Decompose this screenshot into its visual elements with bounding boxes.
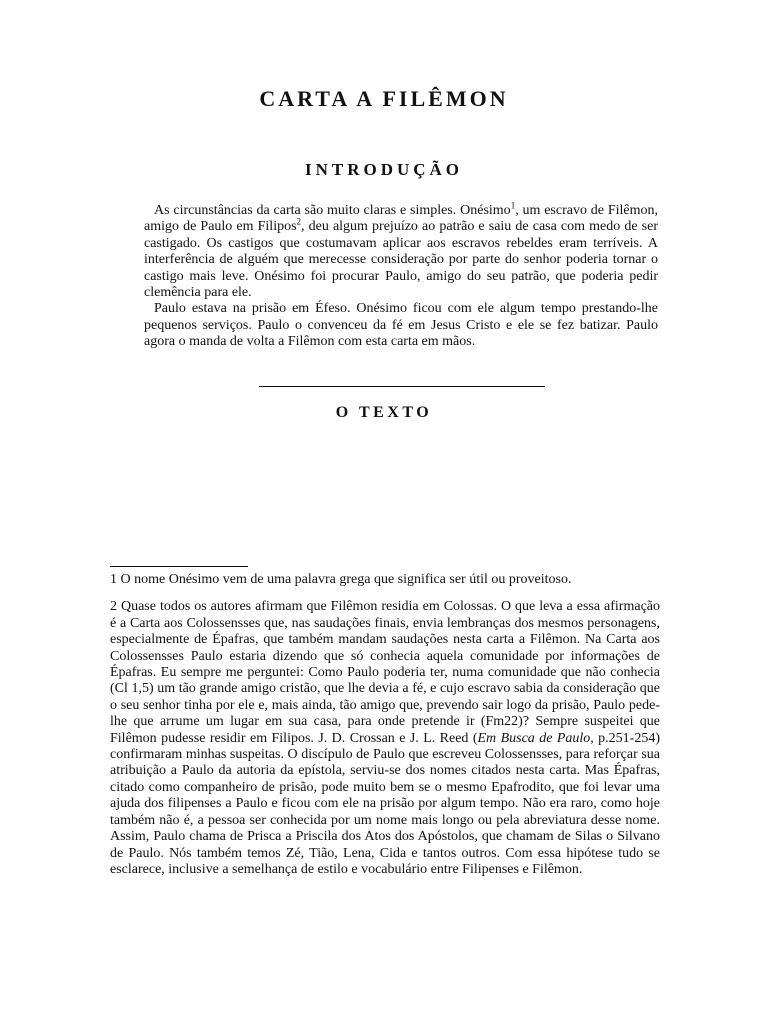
intro-paragraph: Paulo estava na prisão em Éfeso. Onésimo ficou com ele algum tempo prestando-lhe pequenos serviços. Paulo o convenceu da fé em Jesus Cristo e ele se fez batizar. Paulo agora o manda de volta a Filêmon com esta carta em mãos. xyxy=(144,301,658,350)
footnote-rule xyxy=(110,566,248,567)
intro-text: As circunstâncias da carta são muito claras e simples. Onésimo xyxy=(154,203,511,218)
footnote-1: 1 O nome Onésimo vem de uma palavra grega que significa ser útil ou proveitoso. xyxy=(110,572,572,587)
intro-text: , um escravo de Filêmon, amigo de Paulo em Filipos xyxy=(144,203,659,235)
intro-text: , deu algum prejuízo ao patrão e saiu de casa com medo de ser castigado. Os castigos que costumavam aplicar aos escravos rebeldes eram terríveis. A interferência de alguém que merecesse consideração por parte do senhor poderia tornar o castigo mais leve. Onésimo foi procurar Paulo, amigo do seu patrão, que poderia pedir clemência para ele. xyxy=(144,219,658,301)
intro-paragraph xyxy=(144,200,659,301)
intro-heading: INTRODUÇÃO xyxy=(304,160,464,179)
footnote-2 xyxy=(110,599,660,878)
book-title: Em Busca de Paulo xyxy=(477,730,591,746)
footnotes xyxy=(110,572,660,878)
footnote-text: , p.251-254) confirmaram minhas suspeitas. O discípulo de Paulo que escreveu Colossensses, para reforçar sua atribuição a Paulo da autoria da epístola, serviu-se dos nomes citados nesta carta. Mas Épafras, citado como companheiro de prisão, pode muito bem se o mesmo Epafrodito, que foi levar uma ajuda dos filipenses a Paulo e ficou com ele na prisão por algum tempo. Não era raro, como hoje também não é, a pessoa ser conhecida por um nome mais longo ou pela abreviatura desse nome. Assim, Paulo chama de Prisca a Priscila dos Atos dos Apóstolos, que chamam de Silas o Silvano de Paulo. Nós também temos Zé, Tião, Lena, Cida e tantos outros. Com essa hipótese tudo se esclarece, inclusive a semelhança de estilo e vocabulário entre Filipenses e Filêmon. xyxy=(110,730,660,877)
section-divider xyxy=(259,386,545,387)
intro-body xyxy=(144,200,659,351)
footnote-ref-1: 1 xyxy=(510,200,516,211)
page-title: CARTA A FILÊMON xyxy=(259,86,509,111)
text-heading: O TEXTO xyxy=(335,404,433,421)
footnote-text: 2 Quase todos os autores afirmam que Filêmon residia em Colossas. O que leva a essa afirmação é a Carta aos Colossensses que, nas saudações finais, envia lembranças dos mesmos personagens, especialmente de Épafras, que também mandam saudações nesta carta a Filêmon. Na Carta aos Colossensses Paulo estaria dizendo que só conhecia aquela comunidade por informações de Épafras. Eu sempre me perguntei: Como Paulo poderia ter, numa comunidade que não conhecia (Cl 1,5) um tão grande amigo cristão, que lhe devia a fé, e cujo escravo sabia da consideração que o seu senhor tinha por ele e, mais ainda, tão amigo que, prevendo sair logo da prisão, Paulo pede-lhe que arrume um lugar em sua casa, para onde pretende ir (Fm22)? Sempre suspeitei que Filêmon pudesse residir em Filipos. J. D. Crossan e J. L. Reed ( xyxy=(110,599,660,746)
footnote-ref-2: 2 xyxy=(296,216,302,227)
